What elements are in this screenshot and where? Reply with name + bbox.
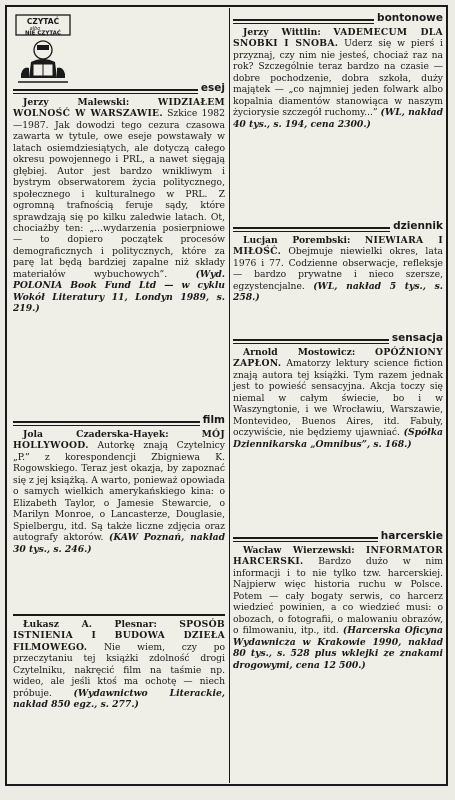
publication-info: (Wydawnictwo Literackie, nakład 850 egz., s. 277.) (13, 687, 225, 711)
author-name: Jerzy Malewski: (23, 97, 130, 108)
book-title: OPÓŹNIONY ZAPŁON. (233, 347, 443, 370)
section-film-continued (13, 614, 225, 711)
review-body: Autorkę znają Czytelnicy „P.” z korespondencji Zbigniewa K. Rogowskiego. Teraz jest okazja, by zapoznać się z jej książką. A warto, ponieważ opowiada o samych wielkich amerykańskiego kina: o Elizabeth Taylor, o Jamesie Stewarcie, o Marilyn Monroe, o Lancasterze, Douglasie, Spielbergu, itd. Są także liczne zdjęcia oraz autografy aktorów. (13, 440, 225, 544)
column-divider (229, 8, 230, 783)
review-entry-malewski (13, 97, 225, 315)
section-header (13, 82, 225, 95)
section-label-esej: esej (198, 82, 225, 95)
section-header (233, 530, 443, 543)
section-bontonowe (233, 12, 443, 130)
book-title: MÓJ HOLLYWOOD. (13, 429, 225, 452)
section-sensacja (233, 332, 443, 450)
author-name: Jola Czaderska-Hayek: (23, 429, 169, 440)
author-name: Lucjan Porembski: (243, 235, 351, 246)
review-body: Obejmuje niewielki okres, lata 1976 i 77. Codzienne obserwacje, refleksje — bardzo prywatne i nieco szersze, egzystencjalne. (233, 246, 443, 292)
section-header (233, 220, 443, 233)
section-dziennik (233, 220, 443, 304)
section-harcerskie (233, 530, 443, 671)
book-title: WIDZIAŁEM WOLNOŚĆ W WARSZAWIE. (13, 97, 225, 120)
svg-text:CZYTAĆ: CZYTAĆ (26, 17, 60, 26)
review-entry-wierzewski (233, 545, 443, 671)
review-entry-mostowicz (233, 347, 443, 450)
book-title: NIEWIARA I MIŁOŚĆ. (233, 235, 444, 258)
czytac-albo-nie-czytac-logo (13, 12, 73, 86)
review-body: Amatorzy lektury science fiction znają autora tej książki. Tym razem jednak jest to powieść sensacyjna. Akcja toczy się niemal w całym świecie, bo i w Waszyngtonie, i we Wrocławiu, Warszawie, Montevideo, Buenos Aires, itd. Fabuły, oczywiście, nie będziemy ujawniać. (233, 358, 443, 439)
section-esej (13, 82, 225, 315)
section-header (233, 12, 443, 25)
section-label-bontonowe: bontonowe (374, 12, 443, 25)
svg-text:NIE CZYTAĆ: NIE CZYTAĆ (25, 30, 61, 37)
review-body: Bardzo dużo w nim informacji i to nie tylko tzw. harcerskiej. Najpierw więc historia ruchu w Polsce. Potem — cały bogaty serwis, co harcerz wiedzieć powinien, a co wiedzieć musi: o obozach, o fotografii, o malowaniu obrazów, o filmowaniu, itp., itd. (233, 556, 443, 637)
author-name: Wacław Wierzewski: (243, 545, 355, 556)
section-rule (13, 89, 225, 94)
section-label-harcerskie: harcerskie (378, 530, 443, 543)
book-title: VADEMECUM DLA SNOBKI I SNOBA. (233, 27, 443, 50)
review-entry-czaderska-hayek (13, 429, 225, 555)
publication-info: (Wyd. POLONIA Book Fund Ltd — w cyklu Wokół Literatury 11, Londyn 1989, s. 219.) (13, 268, 225, 315)
publication-info: (Harcerska Oficyna Wydawnicza w Krakowie 1990, nakład 80 tys., s. 528 plus wklejki ze znakami drogowymi, cena 12 500.) (233, 625, 444, 671)
book-title: SPOSÓB ISTNIENIA I BUDOWA DZIEŁA FILMOWEGO. (13, 619, 225, 653)
publication-info: (KAW Poznań, nakład 30 tys., s. 246.) (13, 532, 226, 555)
review-entry-porembski (233, 235, 443, 304)
author-name: Jerzy Wittlin: (243, 27, 321, 38)
book-title: INFORMATOR HARCERSKI. (233, 545, 444, 568)
entry-divider (13, 614, 225, 616)
author-name: Arnold Mostowicz: (243, 347, 356, 358)
svg-text:albo: albo (29, 26, 41, 32)
review-entry-plesnar (13, 619, 225, 711)
review-entry-wittlin (233, 27, 443, 130)
publication-info: (Spółka Dziennikarska „Omnibus”, s. 168.) (233, 427, 444, 450)
section-header (13, 414, 225, 427)
section-label-film: film (200, 414, 225, 427)
section-film (13, 414, 225, 555)
reader-illustration-icon (13, 12, 73, 86)
author-name: Łukasz A. Plesnar: (23, 619, 157, 630)
publication-info: (WL, nakład 40 tys., s. 194, cena 2300.) (233, 107, 443, 130)
section-rule (13, 421, 225, 426)
review-body: Szkice 1982—1987. Jak dowodzi tego cezura czasowa zawarta w tytule, owe eseje powstawały w latach osiemdziesiątych, ale dotyczą całego okresu powojennego i PRL, a nawet sięgają głębiej. Autor jest bardzo wnikliwym i bystrym obserwatorem życia politycznego, społecznego i kulturalnego w PRL. Z ogromną trafnością feruje sądy, które sprawdzają się po kilku zaledwie latach. Ot, chociażby ten: „...wydarzenia posierpniowe — to dopiero początek procesów demograficznych i politycznych, które za parę lat będą bardziej zapalne niż składy materiałów wybuchowych”. (13, 108, 225, 280)
review-body: Nie wiem, czy po przeczytaniu tej książki zdolność drogi Czytelniku, nakręcić film na taśmie np. wideo, ale jeśli ktoś ma ochotę — niech próbuje. (13, 641, 226, 699)
section-header (233, 332, 443, 345)
publication-info: (WL, nakład 5 tys., s. 258.) (233, 280, 443, 304)
section-label-dziennik: dziennik (390, 220, 443, 233)
section-label-sensacja: sensacja (389, 332, 443, 345)
review-body: Uderz się w pierś i przyznaj, czy nim nie jesteś, chociaż raz na rok? Szczególnie teraz bardzo na czasie — dobre pochodzenie, dobra szkoła, duży majątek — „co najmniej jeden folwark albo kopalnia diamentów stanowiąca w naszym życiorysie szczegół ruchomy...” (233, 38, 443, 119)
